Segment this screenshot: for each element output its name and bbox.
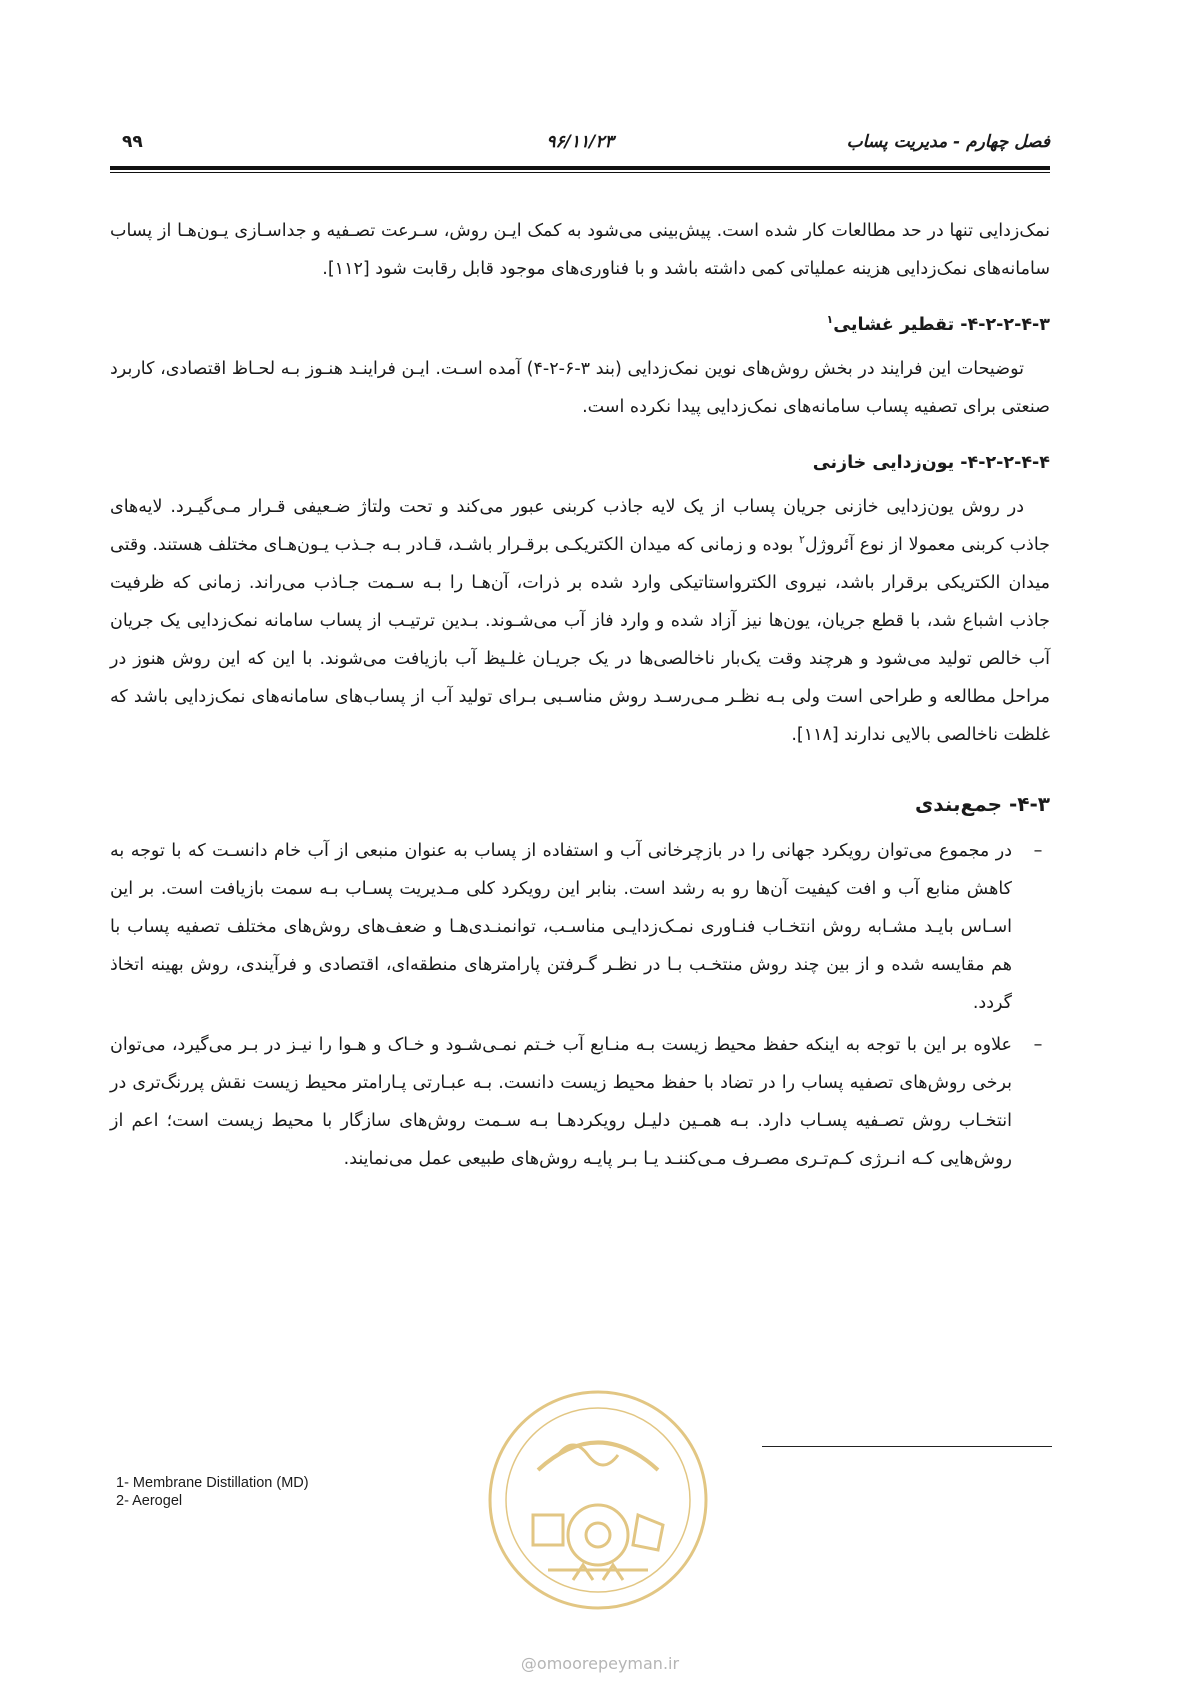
page-number: ۹۹ (122, 132, 143, 152)
footnote-ref-1: ۱ (826, 313, 834, 327)
bullet-text: علاوه بر این با توجه به اینکه حفظ محیط زیست بـه منـابع آب خـتم نمـی‌شـود و خـاک و هـوا را نیـز در بـر می‌گیرد، می‌توان برخی روش‌های تصفیه پساب را در تضاد با حفظ محیط زیست دانست. بـه عبـارتی پـارامتر محیط زیست نقش پررنگ‌تری در انتخـاب روش تصـفیه پسـاب دارد. بـه همـین دلیـل رویکردهـا بـه سـمت روش‌های سازگار با محیط زیست است؛ اعم از روش‌هایی کـه انـرژی کـم‌تـری مصـرف مـی‌کننـد یـا بـر پایـه روش‌های طبیعی عمل می‌نمایند. (110, 1035, 1012, 1169)
bullet-text: در مجموع می‌توان رویکرد جهانی را در بازچرخانی آب و استفاده از پساب به عنوان منبعی از آب خام دانسـت که با توجه به کاهش منابع آب و افت کیفیت آن‌ها رو به رشد است. بنابر این رویکرد کلی مـدیریت پسـاب بـه سمت بازیافت است. بر این اسـاس بایـد مشـابه روش انتخـاب فنـاوری نمـک‌زدایـی مناسـب، توانمنـدی‌هـا و ضعف‌های روش‌های مختلف تصفیه پساب با هم مقایسه شده و از بین چند روش منتخـب بـا در نظـر گـرفتن پارامترهای منطقه‌ای، اقتصادی و فرآیندی، روش بهینه اتخاذ گردد. (110, 841, 1012, 1013)
paragraph-intro: نمک‌زدایی تنها در حد مطالعات کار شده است. پیش‌بینی می‌شود به کمک ایـن روش، سـرعت تصـفیه و جداسـازی یـون‌هـا از پساب سامانه‌های نمک‌زدایی هزینه عملیاتی کمی داشته باشد و با فناوری‌های موجود قابل رقابت شود [۱۱۲]. (110, 221, 1050, 279)
watermark-url: @omoorepeyman.ir (520, 1654, 680, 1673)
watermark-seal-logo (478, 1375, 718, 1645)
heading-capacitive-deionization: ۴-۲-۲-۴-۴- یون‌زدایی خازنی (812, 453, 1050, 473)
chapter-title: فصل چهارم - مدیریت پساب (846, 132, 1050, 152)
header-rule-thick (110, 166, 1050, 170)
paragraph-capacitive-part-b: بوده و زمانی که میدان الکتریکـی برقـرار باشـد، قـادر بـه جـذب یـون‌هـای مختلف هستند. وقتی میدان الکتریکی برقرار باشد، نیروی الکترواستاتیکی وارد شده بر ذرات، آن‌هـا را بـه سـمت جـاذب می‌راند. زمانی که ظرفیت جاذب اشباع شد، با قطع جریان، یون‌ها نیز آزاد شده و وارد فاز آب می‌شـوند. بـدین ترتیـب از پساب سامانه نمک‌زدایی یک جریان آب خالص تولید می‌شود و هرچند وقت یک‌بار ناخالصی‌ها در یک جریـان غلـیظ آب بازیافت می‌شوند. با این که این روش هنوز در مراحل مطالعه و طراحی است ولی بـه نظـر مـی‌رسـد روش مناسـبی بـرای تولید آب از پساب‌های سامانه‌های نمک‌زدایی باشد که غلظت ناخالصی بالایی ندارند [۱۱۸]. (110, 535, 1050, 745)
heading-membrane-text: ۴-۲-۲-۴-۳- تقطیر غشایی (833, 315, 1050, 335)
header-rule-thin (110, 172, 1050, 173)
footnote-separator (762, 1446, 1052, 1447)
page-body (110, 212, 1050, 1182)
paragraph-capacitive-part-a: در روش یون‌زدایی خازنی جریان پساب از یک لایه جاذب کربنی عبور می‌کند و تحت ولتاژ ضـعیفی قـرار مـی‌گیـرد. لایه‌های جاذب کربنی معمولا از نوع آئروژل (110, 497, 1050, 555)
footnotes (116, 1474, 309, 1510)
footnote-1: 1- Membrane Distillation (MD) (116, 1475, 309, 1491)
paragraph-membrane: توضیحات این فرایند در بخش روش‌های نوین نمک‌زدایی (بند ۳-۶-۲-۴) آمده اسـت. ایـن فراینـد هنـوز بـه لحـاظ اقتصادی، کاربرد صنعتی برای تصفیه پساب سامانه‌های نمک‌زدایی پیدا نکرده است. (110, 359, 1050, 417)
footnote-2: 2- Aerogel (116, 1493, 183, 1509)
bullet-dash: – (1033, 1035, 1043, 1055)
list-item (110, 832, 1050, 1022)
list-item (110, 1026, 1050, 1178)
heading-membrane-distillation (110, 306, 1050, 344)
summary-bullet-list (110, 832, 1050, 1178)
paragraph-capacitive (110, 488, 1050, 754)
heading-summary: ۴-۳- جمع‌بندی (914, 792, 1050, 816)
page-header (110, 126, 1050, 162)
header-date: ۹۶/۱۱/۲۳ (546, 132, 614, 152)
bullet-dash: – (1033, 841, 1043, 861)
footnote-ref-2: ۲ (799, 533, 805, 547)
